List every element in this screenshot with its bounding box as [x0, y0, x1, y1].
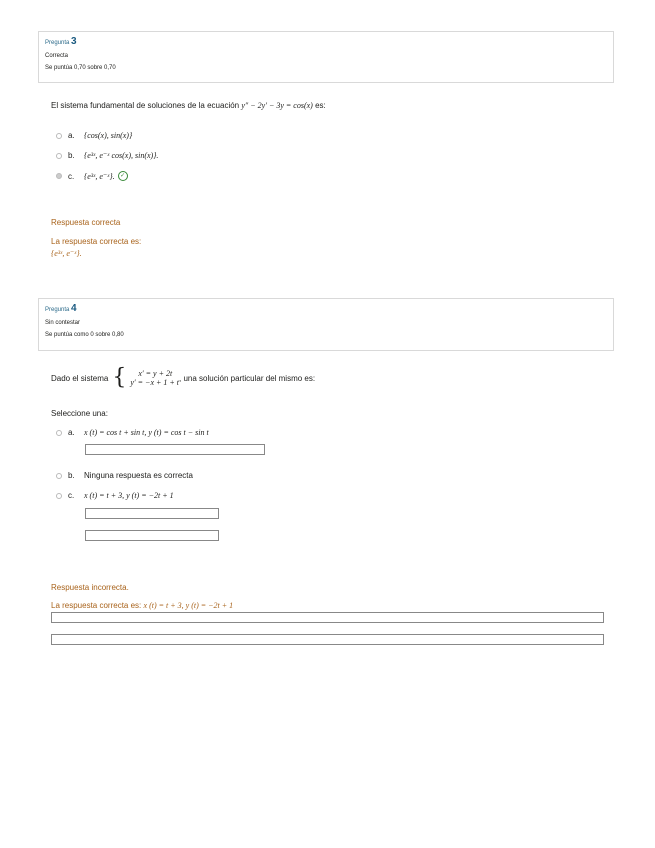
q4-option-b[interactable]	[56, 471, 193, 480]
option-text: {e³ˣ, e⁻ˣ cos(x), sin(x)}.	[84, 151, 159, 160]
question-equation: y″ − 2y′ − 3y = cos(x)	[241, 101, 313, 110]
option-letter: c.	[68, 491, 75, 500]
radio-icon[interactable]	[56, 493, 62, 499]
q3-option-a[interactable]	[56, 131, 132, 140]
radio-selected-icon[interactable]	[56, 173, 62, 179]
radio-icon[interactable]	[56, 133, 62, 139]
feedback-box-2	[51, 634, 604, 645]
option-letter: b.	[68, 151, 75, 160]
pregunta-label: Pregunta	[45, 40, 70, 46]
option-text: x (t) = t + 3, y (t) = −2t + 1	[84, 491, 174, 500]
q4-feedback-answer	[51, 601, 233, 610]
option-text: Ninguna respuesta es correcta	[84, 471, 193, 480]
radio-icon[interactable]	[56, 430, 62, 436]
question-4-text	[51, 367, 315, 389]
option-letter: a.	[68, 131, 75, 140]
radio-icon[interactable]	[56, 153, 62, 159]
question-number	[45, 36, 607, 47]
question-4-info	[38, 298, 614, 351]
answer-input-a[interactable]	[85, 444, 265, 455]
q3-option-c[interactable]	[56, 171, 128, 181]
question-number	[45, 303, 607, 314]
select-label: Seleccione una:	[51, 409, 108, 418]
option-text: x (t) = cos t + sin t, y (t) = cos t − sin t	[84, 428, 209, 437]
question-state: Sin contestar	[45, 320, 81, 326]
question-3-text	[51, 101, 326, 110]
equation-2: y′ = −x + 1 + t	[130, 378, 180, 387]
question-number-value: 3	[71, 36, 77, 47]
pregunta-label: Pregunta	[45, 307, 70, 313]
question-number-value: 4	[71, 303, 77, 314]
question-state: Correcta	[45, 53, 69, 59]
question-text-end: es:	[315, 101, 326, 110]
question-text: El sistema fundamental de soluciones de la ecuación	[51, 101, 240, 110]
q4-option-c[interactable]	[56, 491, 174, 500]
q3-feedback-label: La respuesta correcta es:	[51, 237, 142, 246]
option-letter: a.	[68, 428, 75, 437]
answer-input-c2[interactable]	[85, 530, 219, 541]
answer-input-c1[interactable]	[85, 508, 219, 519]
q3-option-b[interactable]	[56, 151, 158, 160]
question-grade: Se puntúa como 0 sobre 0,80	[45, 332, 124, 338]
radio-icon[interactable]	[56, 473, 62, 479]
equation-1: x′ = y + 2t	[138, 369, 173, 378]
feedback-box-1	[51, 612, 604, 623]
question-text-end: , una solución particular del mismo es:	[179, 373, 316, 383]
option-text: {cos(x), sin(x)}	[84, 131, 133, 140]
q3-feedback-title: Respuesta correcta	[51, 218, 121, 227]
question-3-info	[38, 31, 614, 83]
question-text: Dado el sistema	[51, 373, 109, 383]
option-letter: b.	[68, 471, 75, 480]
question-grade: Se puntúa 0,70 sobre 0,70	[45, 65, 116, 71]
q4-option-a[interactable]	[56, 428, 209, 437]
option-text: {e³ˣ, e⁻ˣ}.	[84, 171, 115, 181]
check-circle-icon: ✓	[118, 171, 128, 181]
feedback-value: x (t) = t + 3, y (t) = −2t + 1	[143, 601, 234, 610]
system-equations	[130, 369, 179, 387]
brace-icon: {	[112, 365, 127, 390]
q4-feedback-title: Respuesta incorrecta.	[51, 583, 129, 592]
option-letter: c.	[68, 171, 75, 181]
feedback-label: La respuesta correcta es:	[51, 601, 142, 610]
q3-feedback-value: {e³ˣ, e⁻ˣ}.	[51, 249, 82, 258]
